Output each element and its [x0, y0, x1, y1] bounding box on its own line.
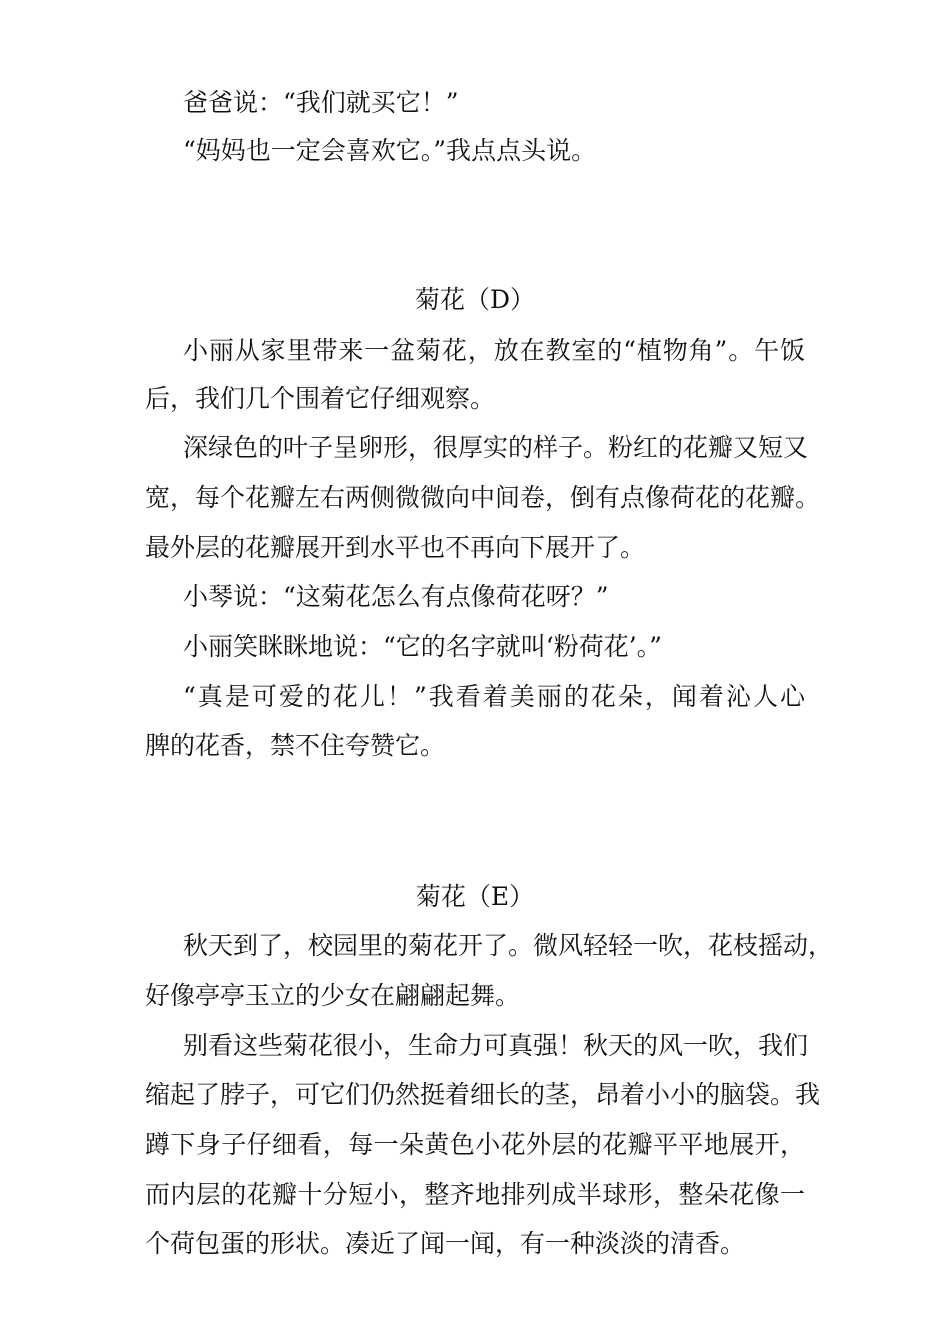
paragraph-line: 个荷包蛋的形状。凑近了闻一闻，有一种淡淡的清香。: [145, 1229, 746, 1258]
paragraph-line: 小琴说：“这菊花怎么有点像荷花呀？”: [183, 582, 609, 611]
paragraph-line: 好像亭亭玉立的少女在翩翩起舞。: [145, 981, 521, 1010]
paragraph-line: 而内层的花瓣十分短小，整齐地排列成半球形，整朵花像一: [145, 1180, 805, 1209]
paragraph-line: 最外层的花瓣展开到水平也不再向下展开了。: [145, 533, 646, 562]
paragraph-line: “真是可爱的花儿！”我看着美丽的花朵，闻着沁人心: [183, 682, 805, 711]
paragraph-line: 深绿色的叶子呈卵形，很厚实的样子。粉红的花瓣又短又: [183, 433, 809, 462]
dialogue-line: “妈妈也一定会喜欢它。”我点点头说。: [183, 136, 597, 165]
paragraph-line: 小丽从家里带来一盆菊花，放在教室的“植物角”。午饭: [183, 336, 805, 365]
paragraph-line: 脾的花香，禁不住夸赞它。: [145, 731, 446, 760]
paragraph-line: 后，我们几个围着它仔细观察。: [145, 384, 496, 413]
section-title: 菊花（E）: [415, 882, 535, 911]
paragraph-line: 蹲下身子仔细看，每一朵黄色小花外层的花瓣平平地展开，: [145, 1130, 805, 1159]
paragraph-line: 缩起了脖子，可它们仍然挺着细长的茎，昂着小小的脑袋。我: [145, 1080, 821, 1109]
paragraph-line: 小丽笑眯眯地说：“它的名字就叫‘粉荷花’。”: [183, 632, 662, 661]
paragraph-line: 秋天到了，校园里的菊花开了。微风轻轻一吹，花枝摇动，: [183, 931, 834, 960]
dialogue-line: 爸爸说：“我们就买它！”: [183, 88, 459, 117]
paragraph-line: 别看这些菊花很小，生命力可真强！秋天的风一吹，我们: [183, 1031, 809, 1060]
section-title: 菊花（D）: [414, 285, 536, 314]
paragraph-line: 宽，每个花瓣左右两侧微微向中间卷，倒有点像荷花的花瓣。: [145, 483, 821, 512]
